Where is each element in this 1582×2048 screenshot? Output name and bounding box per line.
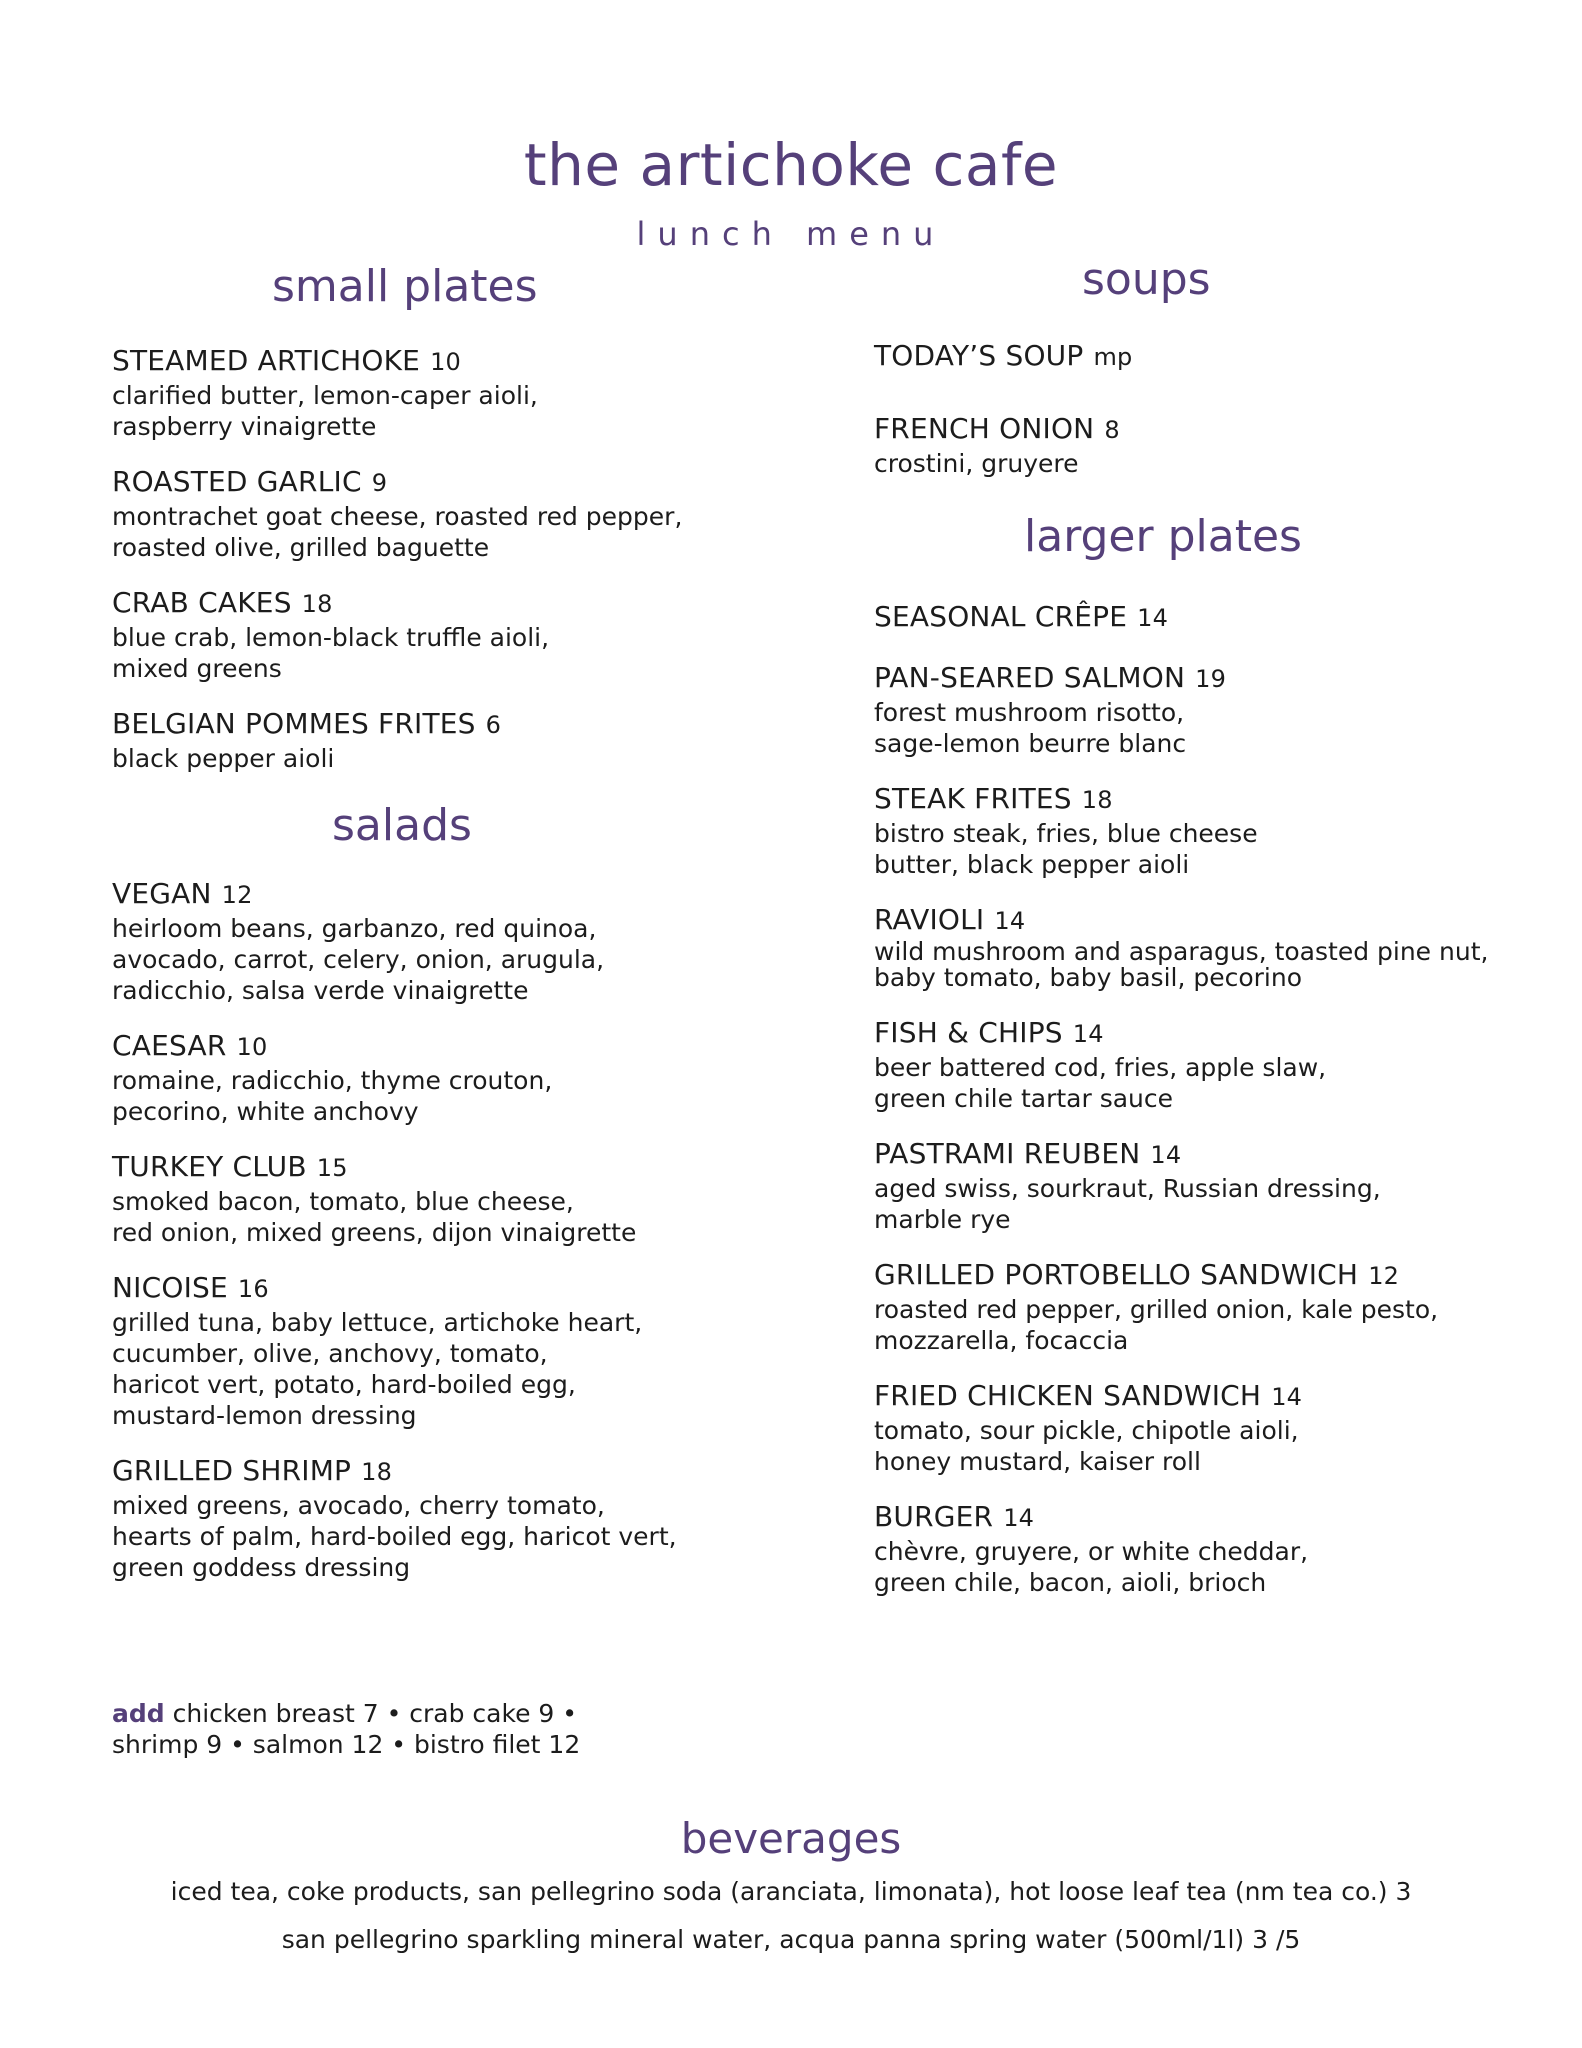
item-price: 6 (485, 711, 502, 739)
item-name: BURGER (874, 1500, 994, 1533)
item-description: heirloom beans, garbanzo, red quinoa, avocado, carrot, celery, onion, arugula, radicchio, salsa verde vinaigrette (112, 914, 605, 1005)
item-description: chèvre, gruyere, or white cheddar, green chile, bacon, aioli, brioch (874, 1537, 1309, 1597)
menu-item (112, 343, 802, 442)
item-name: RAVIOLI (874, 903, 985, 936)
item-price: 19 (1195, 665, 1227, 693)
item-price: 18 (1081, 786, 1113, 814)
menu-item (112, 1453, 802, 1583)
item-description: roasted red pepper, grilled onion, kale pesto, mozzarella, focaccia (874, 1295, 1439, 1355)
section-heading-salads: salads (332, 800, 472, 851)
item-name: ROASTED GARLIC (112, 465, 362, 498)
item-name: GRILLED PORTOBELLO SANDWICH (874, 1258, 1359, 1291)
menu-item (874, 1015, 1524, 1114)
section-heading-small-plates: small plates (272, 261, 538, 312)
item-description: aged swiss, sourkraut, Russian dressing, marble rye (874, 1174, 1381, 1234)
item-price: 12 (1368, 1262, 1400, 1290)
menu-item (874, 1378, 1524, 1477)
item-name: VEGAN (112, 877, 212, 910)
menu-item (874, 660, 1524, 759)
right-column (874, 254, 1524, 1598)
item-price: 14 (1072, 1020, 1104, 1048)
item-price: 18 (301, 590, 333, 618)
item-name: PAN-SEARED SALMON (874, 661, 1186, 694)
item-price: 12 (221, 881, 253, 909)
item-price: 14 (1271, 1383, 1303, 1411)
item-description: smoked bacon, tomato, blue cheese, red onion, mixed greens, dijon vinaigrette (112, 1187, 637, 1247)
item-price: 14 (1137, 604, 1169, 632)
item-name: STEAK FRITES (874, 782, 1072, 815)
add-ons-line: chicken breast 7 • crab cake 9 • (164, 1699, 578, 1728)
menu-item (874, 411, 1524, 479)
add-ons (112, 1698, 672, 1760)
menu-item (112, 706, 802, 774)
item-description: mixed greens, avocado, cherry tomato, hearts of palm, hard-boiled egg, haricot vert, green goddess dressing (112, 1491, 677, 1582)
item-price: 15 (316, 1154, 348, 1182)
left-column (112, 261, 802, 1583)
menu-item (874, 1136, 1524, 1235)
section-heading-soups: soups (1082, 254, 1211, 305)
item-price: mp (1093, 343, 1133, 371)
item-name: FISH & CHIPS (874, 1016, 1063, 1049)
item-description: crostini, gruyere (874, 449, 1079, 478)
item-description: romaine, radicchio, thyme crouton, pecorino, white anchovy (112, 1066, 553, 1126)
section-heading-beverages: beverages (680, 1814, 902, 1863)
item-price: 14 (1150, 1141, 1182, 1169)
beverages-line: iced tea, coke products, san pellegrino soda (aranciata, limonata), hot loose leaf tea (nm tea co.) 3 (170, 1877, 1412, 1906)
menu-subtitle: lunch menu (636, 215, 946, 253)
item-name: TURKEY CLUB (112, 1150, 307, 1183)
add-label: add (112, 1699, 165, 1728)
menu-item (874, 781, 1524, 880)
menu-item (112, 464, 802, 563)
item-name: PASTRAMI REUBEN (874, 1137, 1141, 1170)
section-heading-larger-plates: larger plates (1024, 511, 1302, 562)
item-description: blue crab, lemon-black truffle aioli, mixed greens (112, 623, 550, 683)
menu-item (874, 599, 1524, 636)
item-price: 9 (371, 469, 388, 497)
item-name: TODAY’S SOUP (874, 339, 1084, 372)
item-name: GRILLED SHRIMP (112, 1454, 352, 1487)
menu-item (112, 1270, 802, 1431)
beverages-line: san pellegrino sparkling mineral water, acqua panna spring water (500ml/1l) 3 /5 (281, 1925, 1301, 1954)
item-price: 14 (994, 907, 1026, 935)
item-description: clarified butter, lemon-caper aioli, raspberry vinaigrette (112, 381, 538, 441)
item-name: BELGIAN POMMES FRITES (112, 707, 476, 740)
item-name: STEAMED ARTICHOKE (112, 344, 421, 377)
item-description: grilled tuna, baby lettuce, artichoke heart, cucumber, olive, anchovy, tomato, haricot vert, potato, hard-boiled egg, mustard-lemon dressing (112, 1308, 643, 1430)
item-price: 10 (236, 1033, 268, 1061)
item-name: SEASONAL CRÊPE (874, 600, 1128, 633)
item-description: bistro steak, fries, blue cheese butter, black pepper aioli (874, 819, 1258, 879)
item-description: black pepper aioli (112, 744, 335, 773)
menu-item (874, 338, 1524, 375)
item-description: wild mushroom and asparagus, toasted pine nut, baby tomato, baby basil, pecorino (874, 937, 1489, 992)
menu-item (874, 1499, 1524, 1598)
item-description: montrachet goat cheese, roasted red pepper, roasted olive, grilled baguette (112, 502, 683, 562)
item-description: forest mushroom risotto, sage-lemon beurre blanc (874, 698, 1187, 758)
menu-item (112, 585, 802, 684)
item-price: 14 (1003, 1504, 1035, 1532)
item-name: FRIED CHICKEN SANDWICH (874, 1379, 1262, 1412)
menu-item (874, 1257, 1524, 1356)
item-description: tomato, sour pickle, chipotle aioli, honey mustard, kaiser roll (874, 1416, 1299, 1476)
item-price: 10 (430, 348, 462, 376)
menu-title: the artichoke cafe (523, 131, 1059, 199)
item-price: 16 (237, 1275, 269, 1303)
item-description: beer battered cod, fries, apple slaw, green chile tartar sauce (874, 1053, 1327, 1113)
menu-item (112, 1028, 802, 1127)
add-ons-line: shrimp 9 • salmon 12 • bistro filet 12 (112, 1730, 581, 1759)
item-name: FRENCH ONION (874, 412, 1095, 445)
menu-item (112, 876, 802, 1006)
menu-item (874, 902, 1524, 991)
menu-item (112, 1149, 802, 1248)
item-name: CAESAR (112, 1029, 227, 1062)
item-name: CRAB CAKES (112, 586, 292, 619)
item-name: NICOISE (112, 1271, 228, 1304)
item-price: 8 (1104, 416, 1120, 444)
item-price: 18 (361, 1458, 393, 1486)
